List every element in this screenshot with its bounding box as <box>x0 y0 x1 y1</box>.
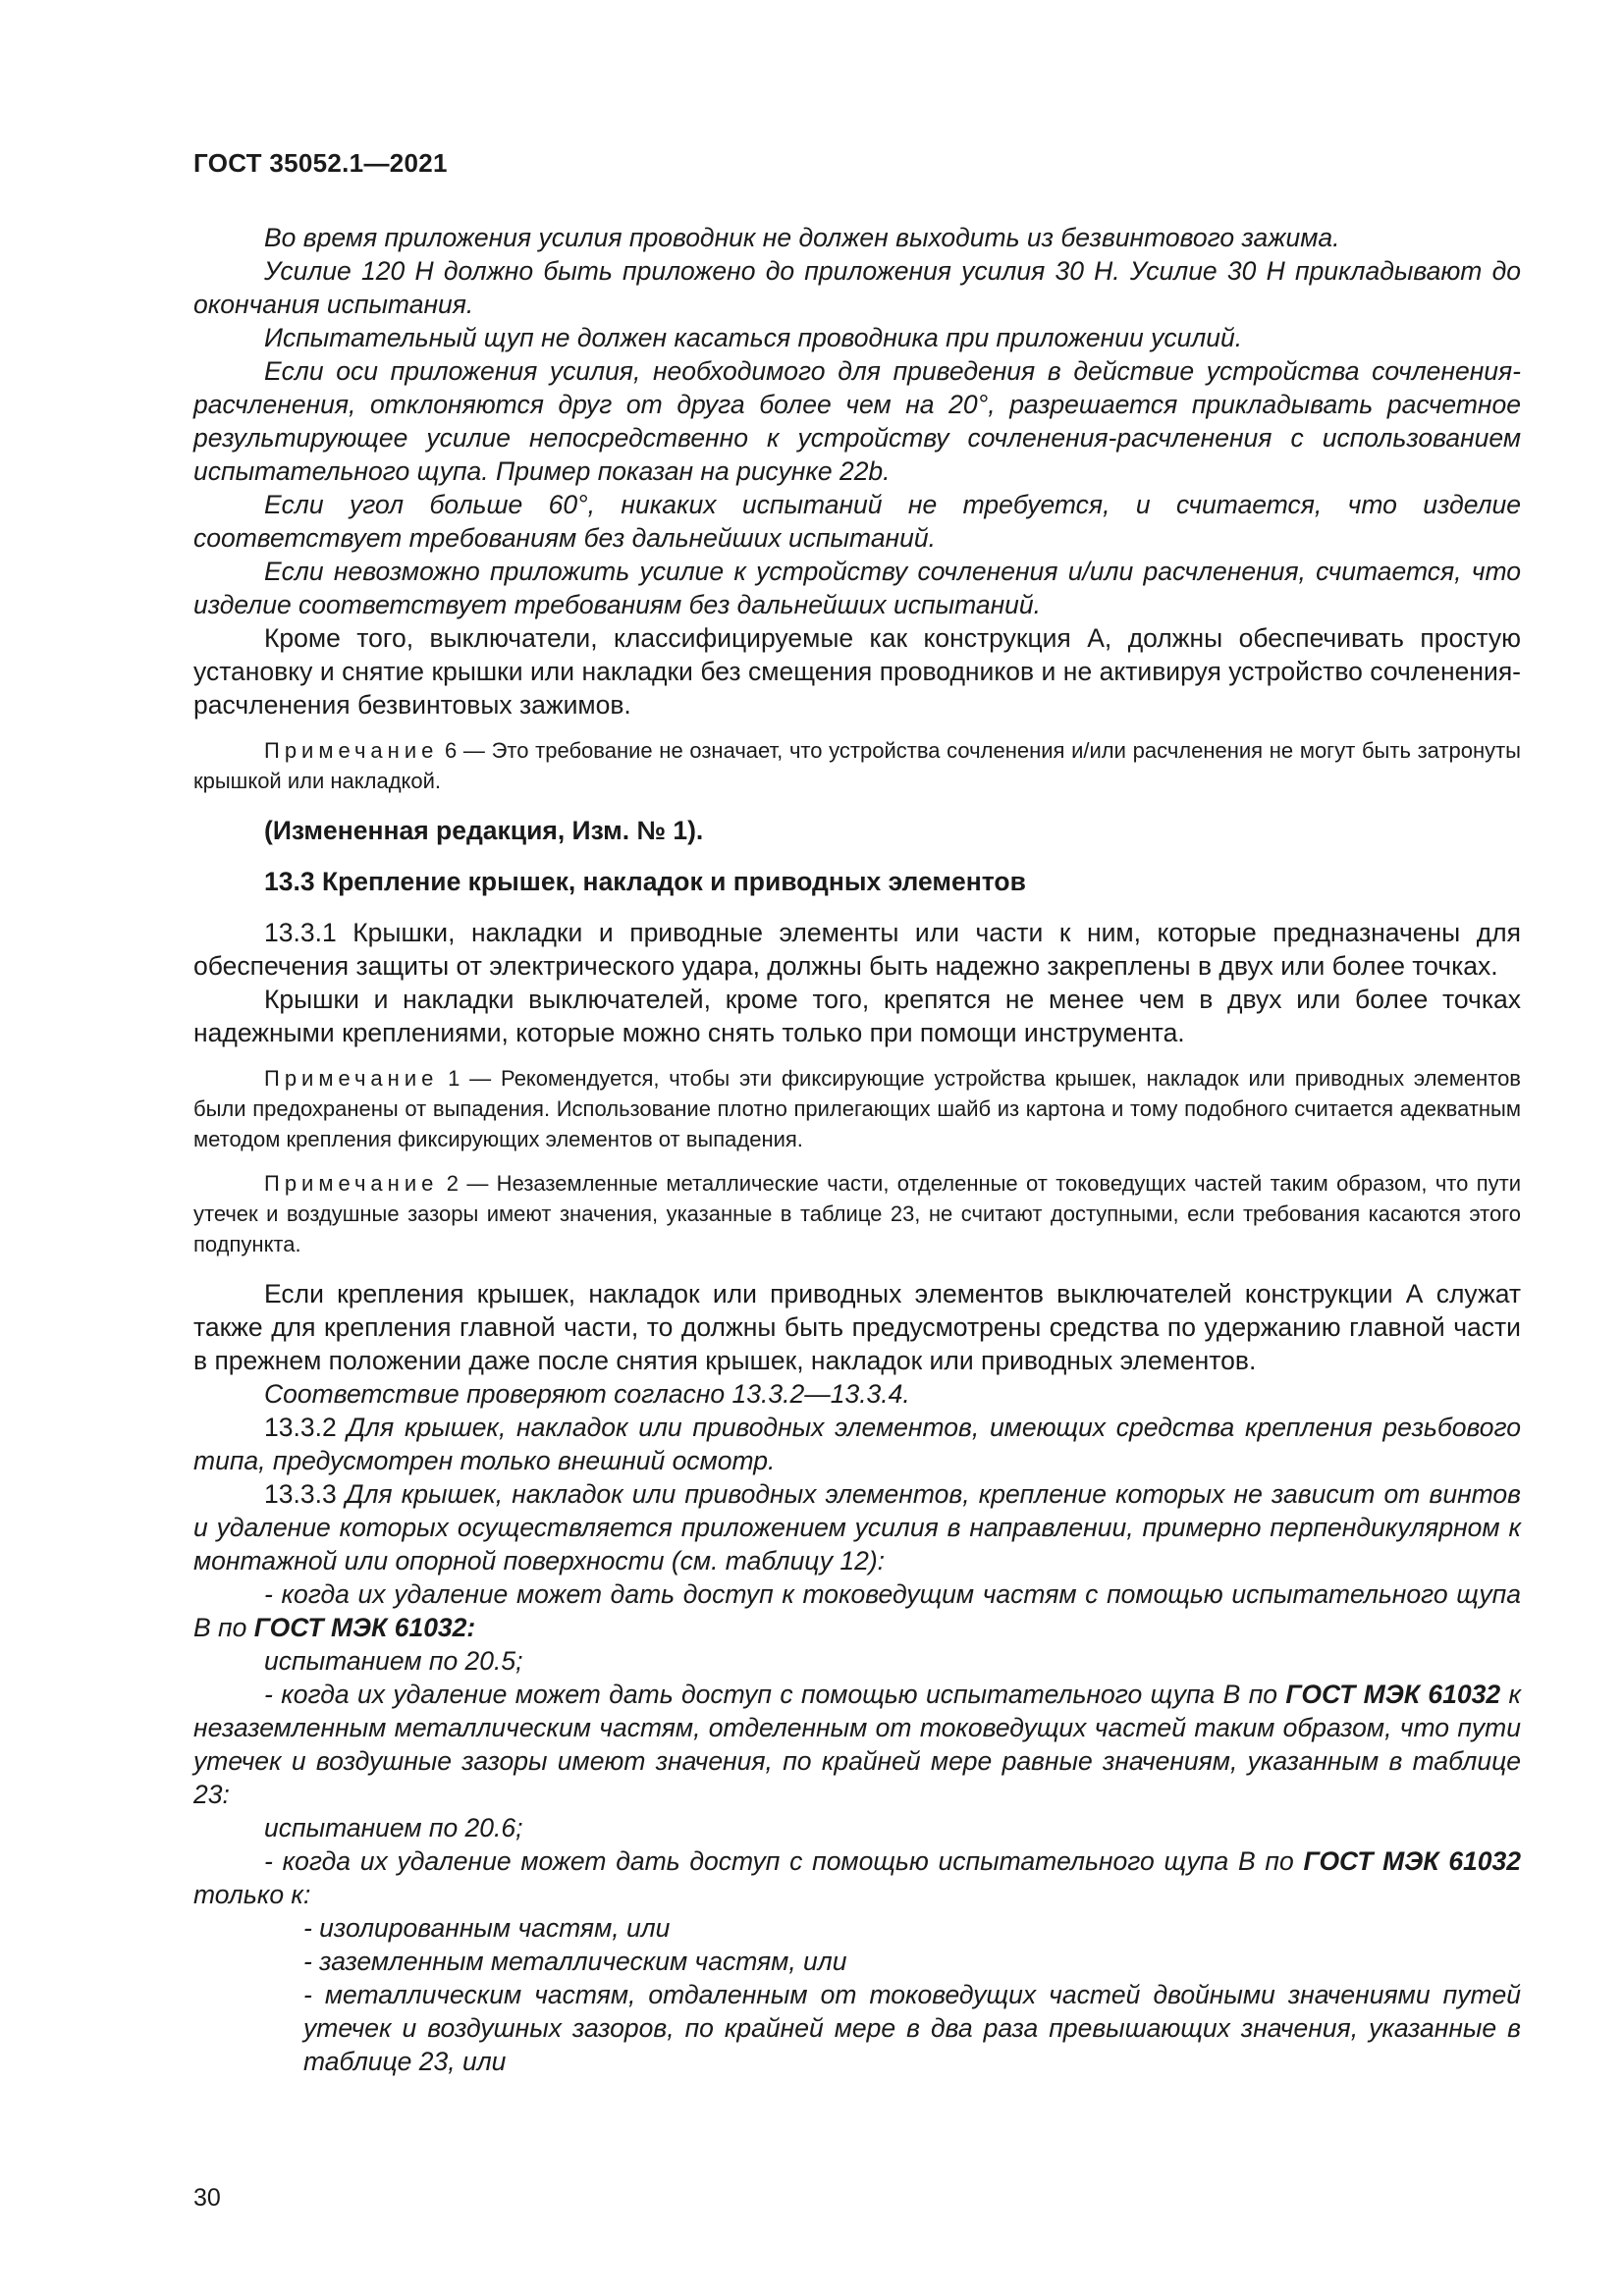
document-header: ГОСТ 35052.1—2021 <box>193 148 448 178</box>
section-title: 13.3 Крепление крышек, накладок и приводных элементов <box>264 867 1026 896</box>
list-item-text: - когда их удаление может дать доступ к токоведущим частям с помощью испытательного щупа В по <box>193 1579 1521 1642</box>
standard-reference: ГОСТ МЭК 61032 <box>1303 1846 1522 1876</box>
paragraph: испытанием по 20.5; <box>264 1646 523 1676</box>
standard-reference: ГОСТ МЭК 61032: <box>253 1613 476 1642</box>
paragraph: Усилие 120 Н должно быть приложено до приложения усилия 30 Н. Усилие 30 Н прикладывают до окончания испытания. <box>193 256 1521 319</box>
list-item <box>193 1577 1521 1644</box>
paragraph: 13.3.1 Крышки, накладки и приводные элементы или части к ним, которые предназначены для обеспечения защиты от электрического удара, должны быть надежно закреплены в двух или более точках. <box>193 918 1521 981</box>
paragraph: Во время приложения усилия проводник не должен выходить из безвинтового зажима. <box>264 223 1340 252</box>
page-number: 30 <box>193 2184 221 2212</box>
note-6 <box>193 735 1521 796</box>
note-label: Примечание <box>264 738 439 763</box>
paragraph: Если оси приложения усилия, необходимого для приведения в действие устройства сочленения-расчленения, отклоняются друг от друга более чем на 20°, разрешается прикладывать расчетное результирующее усилие непосредственно к устройству сочленения-расчленения с использованием испытательного щупа. Пример показан на рисунке 22b. <box>193 356 1521 486</box>
document-body <box>193 221 1521 2078</box>
note-text: 6 — Это требование не означает, что устройства сочленения и/или расчленения не могут быть затронуты крышкой или накладкой. <box>193 738 1521 793</box>
list-item-text: - когда их удаление может дать доступ с помощью испытательного щупа В по <box>264 1846 1304 1876</box>
paragraph: Соответствие проверяют согласно 13.3.2—13.3.4. <box>264 1379 910 1409</box>
note-1 <box>193 1063 1521 1154</box>
sub-list-item: - металлическим частям, отдаленным от токоведущих частей двойными значениями путей утечек и воздушных зазоров, по крайней мере в два раза превышающих значения, указанные в таблице 23, или <box>303 1980 1521 2076</box>
list-item-text: к незаземленным металлическим частям, отделенным от токоведущих частей таким образом, что пути утечек и воздушные зазоры имеют значения, по крайней мере равные значениям, указанным в таблице 23: <box>193 1680 1522 1809</box>
note-text: 2 — Незаземленные металлические части, отделенные от токоведущих частей таким образом, что пути утечек и воздушные зазоры имеют значения, указанные в таблице 23, не считают доступными, если требования касаются этого подпункта. <box>193 1171 1521 1256</box>
note-2 <box>193 1168 1521 1259</box>
paragraph: Если крепления крышек, накладок или приводных элементов выключателей конструкции А служат также для крепления главной части, то должны быть предусмотрены средства по удержанию главной части в прежнем положении даже после снятия крышек, накладок или приводных элементов. <box>193 1279 1521 1375</box>
paragraph: испытанием по 20.6; <box>264 1813 523 1842</box>
clause-text: Для крышек, накладок или приводных элементов, крепление которых не зависит от винтов и удаление которых осуществляется приложением усилия в направлении, примерно перпендикулярном к монтажной или опорной поверхности (см. таблицу 12): <box>193 1479 1522 1575</box>
list-item <box>193 1844 1521 1911</box>
amendment-note: (Измененная редакция, Изм. № 1). <box>264 816 704 845</box>
paragraph <box>193 1477 1521 1577</box>
note-text: 1 — Рекомендуется, чтобы эти фиксирующие устройства крышек, накладок или приводных элементов были предохранены от выпадения. Использование плотно прилегающих шайб из картона и тому подобного считается адекватным методом крепления фиксирующих элементов от выпадения. <box>193 1066 1521 1151</box>
paragraph: Кроме того, выключатели, классифицируемые как конструкция А, должны обеспечивать простую установку и снятие крышки или накладки без смещения проводников и не активируя устройство сочленения-расчленения безвинтовых зажимов. <box>193 623 1521 720</box>
list-item <box>193 1678 1521 1811</box>
sub-list-item: - изолированным частям, или <box>303 1913 671 1943</box>
paragraph: Если угол больше 60°, никаких испытаний не требуется, и считается, что изделие соответствует требованиям без дальнейших испытаний. <box>193 490 1521 553</box>
standard-reference: ГОСТ МЭК 61032 <box>1285 1680 1501 1709</box>
note-label: Примечание <box>264 1066 439 1091</box>
list-item-text: только к: <box>193 1880 311 1909</box>
sub-list-item: - заземленным металлическим частям, или <box>303 1947 847 1976</box>
paragraph <box>193 1411 1521 1477</box>
list-item-text: - когда их удаление может дать доступ с помощью испытательного щупа В по <box>264 1680 1286 1709</box>
clause-number: 13.3.3 <box>264 1479 346 1509</box>
note-label: Примечание <box>264 1171 439 1196</box>
document-page <box>193 0 1521 2296</box>
clause-text: Для крышек, накладок или приводных элементов, имеющих средства крепления резьбового типа, предусмотрен только внешний осмотр. <box>193 1413 1521 1475</box>
paragraph: Крышки и накладки выключателей, кроме того, крепятся не менее чем в двух или более точках надежными креплениями, которые можно снять только при помощи инструмента. <box>193 985 1521 1047</box>
paragraph: Испытательный щуп не должен касаться проводника при приложении усилий. <box>264 323 1243 352</box>
paragraph: Если невозможно приложить усилие к устройству сочленения и/или расчленения, считается, что изделие соответствует требованиям без дальнейших испытаний. <box>193 557 1521 619</box>
clause-number: 13.3.2 <box>264 1413 348 1442</box>
